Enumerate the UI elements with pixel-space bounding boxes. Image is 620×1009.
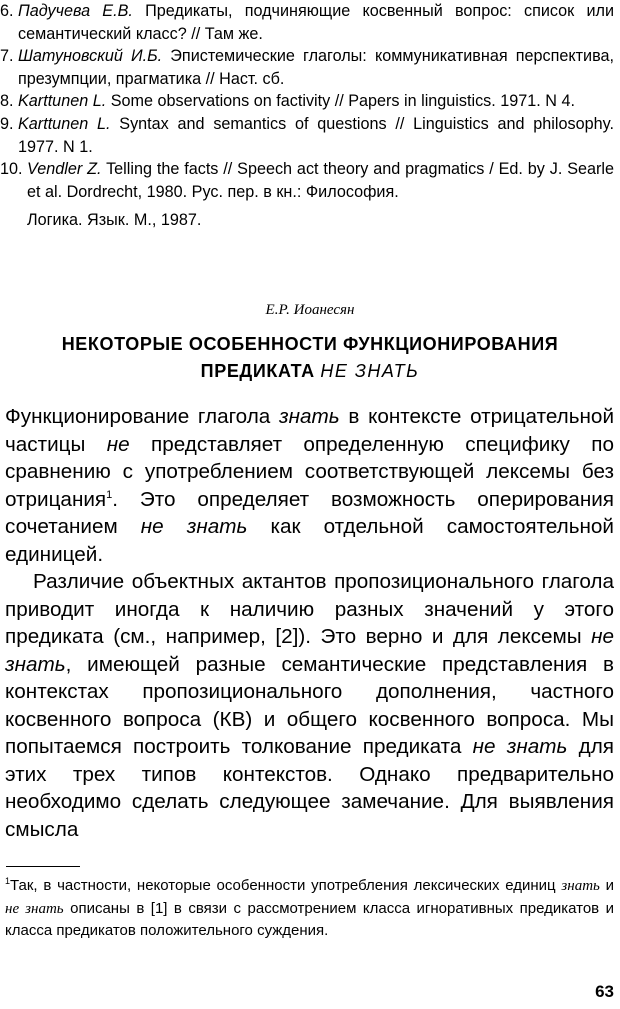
reference-body: Syntax and semantics of questions // Linguistics and philosophy. 1977. N 1.: [18, 114, 614, 156]
text-run: в контексте отрицательной частицы: [5, 405, 614, 456]
reference-author: Karttunen L.: [18, 92, 107, 111]
text-run: и: [599, 877, 615, 894]
reference-text: [18, 113, 614, 158]
text-run: для этих трех типов контекстов. Однако предварительно необходимо сделать следующее замечание. Для выявления смысла: [5, 735, 614, 841]
footnote-marker: 1: [106, 488, 113, 501]
title-italic: НЕ ЗНАТЬ: [320, 361, 420, 381]
reference-text: [18, 0, 614, 45]
reference-body: Эпистемические глаголы: коммуникативная перспектива, презумпции, прагматика // Наст. сб.: [18, 47, 615, 88]
text-run: как отдельной самостоятельной единицей.: [5, 515, 614, 566]
reference-author: Шатуновский И.Б.: [18, 47, 163, 66]
title-line-2: [0, 358, 620, 385]
italic-term: не: [106, 432, 130, 456]
reference-body-last-line: Логика. Язык. М., 1987.: [27, 211, 202, 230]
reference-list: [0, 0, 614, 232]
paragraph-1: [5, 403, 614, 568]
italic-term: не знать: [472, 735, 568, 758]
italic-term: знать: [561, 878, 600, 894]
reference-number: 6.: [0, 2, 18, 20]
reference-item: [0, 45, 614, 90]
text-run: описаны в [1] в связи с рассмотрением класса игноративных предикатов и класса предикатов положительного суждения.: [5, 899, 614, 939]
reference-author: Karttunen L.: [18, 114, 111, 133]
text-run: Так, в частности, некоторые особенности употребления лексических единиц: [10, 877, 562, 894]
italic-term: знать: [279, 405, 340, 428]
reference-number: 8.: [0, 92, 18, 111]
reference-number: 9.: [0, 114, 18, 133]
footnote-divider: [6, 866, 80, 867]
reference-number: 7.: [0, 47, 18, 66]
text-run: Функционирование глагола: [5, 405, 280, 428]
article-title: [0, 331, 620, 385]
reference-item: [0, 158, 614, 232]
reference-author: Vendler Z.: [27, 160, 102, 179]
page-number: 63: [595, 982, 614, 1001]
reference-number: 10.: [0, 160, 28, 179]
text-run: Различие объектных актантов пропозиционального глагола приводит иногда к наличию разных значений у этого предиката (см., например, [2]). Это верно и для лексемы: [5, 570, 614, 648]
reference-body: Some observations on factivity // Papers in linguistics. 1971. N 4.: [106, 92, 575, 111]
reference-text: [18, 45, 614, 90]
reference-body: Предикаты, подчиняющие косвенный вопрос: список или семантический класс? // Там же.: [18, 2, 615, 43]
text-run: представляет определенную специфику по сравнению с употреблением соответствующей лексемы без отрицания: [5, 432, 614, 511]
article-author: Е.Р. Иоанесян: [265, 302, 355, 318]
text-run: . Это определяет возможность оперирования сочетанием: [5, 487, 614, 538]
footnote-number: 1: [5, 876, 11, 886]
paragraph-2: [5, 568, 614, 843]
title-plain: ПРЕДИКАТА: [200, 361, 321, 381]
italic-term: не знать: [5, 625, 614, 676]
title-line-1: НЕКОТОРЫЕ ОСОБЕННОСТИ ФУНКЦИОНИРОВАНИЯ: [61, 334, 559, 354]
reference-item: [0, 90, 614, 113]
reference-text: [18, 90, 614, 113]
reference-author: Падучева Е.В.: [18, 2, 133, 20]
italic-term: не знать: [140, 515, 248, 538]
text-run: , имеющей разные семантические представления в контекстах пропозиционального дополнения, частного косвенного вопроса (КВ) и общего косвенного вопроса. Мы попытаемся построить толкование предиката: [5, 652, 614, 758]
reference-item: [0, 113, 614, 158]
reference-text: [27, 158, 614, 232]
footnote: [5, 875, 614, 942]
reference-body: Telling the facts // Speech act theory and pragmatics / Ed. by J. Searle et al. Dordrecht, 1980. Рус. пер. в кн.: Философия.: [27, 160, 614, 201]
reference-item: [0, 0, 614, 45]
article-body: [5, 403, 614, 843]
italic-term: не знать: [5, 900, 64, 917]
